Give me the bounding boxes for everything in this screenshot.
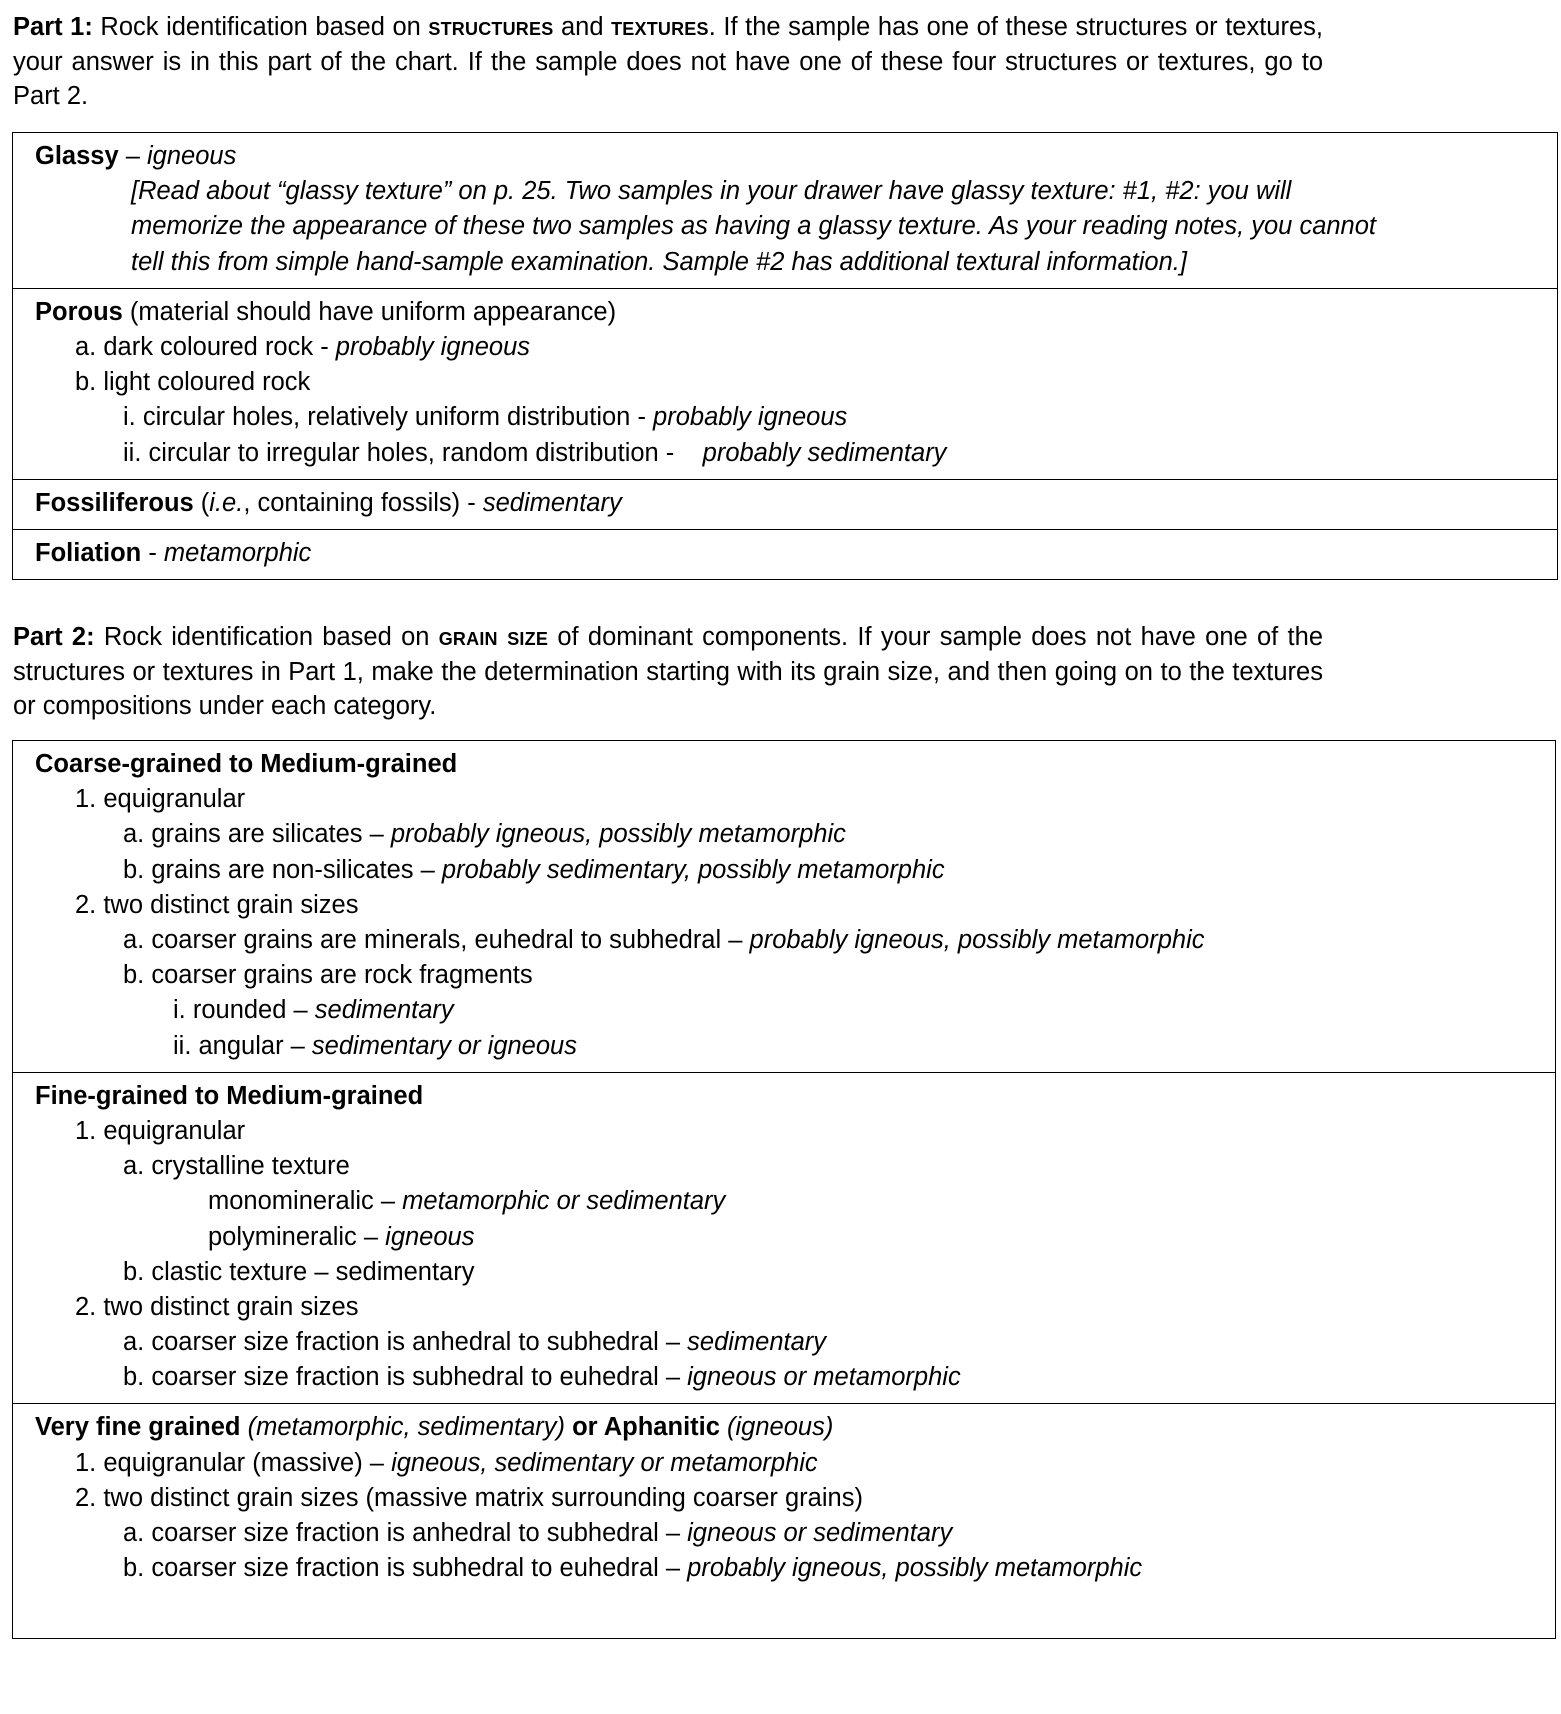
- porous-item-b-ii-italic: probably sedimentary: [702, 438, 947, 467]
- very-fine-item-2a-italic: igneous or sedimentary: [687, 1519, 953, 1548]
- fine-item-monomineralic-plain: monomineralic –: [208, 1187, 403, 1216]
- part1-row-foliation: [13, 530, 1557, 579]
- porous-heading-plain: (material should have uniform appearance): [122, 297, 617, 326]
- porous-heading-bold: Porous: [35, 297, 123, 326]
- part2-intro-paragraph: [13, 620, 1323, 724]
- part1-intro-text-a: Rock identification based on: [92, 13, 429, 41]
- coarse-item-2b-i-italic: sedimentary: [314, 996, 454, 1025]
- porous-item-b-i-italic: probably igneous: [653, 403, 848, 432]
- part1-row-glassy: [13, 133, 1557, 289]
- coarse-item-2b-ii-plain: ii. angular –: [173, 1031, 312, 1060]
- coarse-item-2a: [123, 923, 1545, 958]
- very-fine-item-1: [75, 1446, 1545, 1481]
- fine-item-1: [75, 1114, 1545, 1149]
- coarse-item-2b-i: [173, 993, 1545, 1028]
- very-fine-item-2b: [123, 1551, 1545, 1586]
- coarse-item-1b: [123, 853, 1545, 888]
- very-fine-item-2a-plain: a. coarser size fraction is anhedral to subhedral –: [123, 1519, 688, 1548]
- coarse-item-2b-ii-italic: sedimentary or igneous: [311, 1031, 577, 1060]
- foliation-heading-italic: metamorphic: [163, 538, 312, 567]
- very-fine-part-0: Very fine grained: [35, 1413, 241, 1442]
- very-fine-item-2-plain: 2. two distinct grain sizes (massive matrix surrounding coarser grains): [75, 1483, 863, 1512]
- fine-grained-heading: Fine-grained to Medium-grained: [35, 1081, 424, 1110]
- glassy-heading-italic: – igneous: [118, 142, 237, 171]
- very-fine-item-2a: [123, 1516, 1545, 1551]
- fossiliferous-part-3: sedimentary: [482, 488, 622, 517]
- part1-row-porous: [13, 289, 1557, 480]
- fine-item-polymineralic-italic: igneous: [385, 1222, 475, 1251]
- coarse-item-2-plain: 2. two distinct grain sizes: [75, 890, 359, 919]
- fine-item-1a: [123, 1149, 1545, 1184]
- very-fine-item-2b-italic: probably igneous, possibly metamorphic: [687, 1554, 1143, 1583]
- very-fine-part-1: (metamorphic, sedimentary): [240, 1413, 566, 1442]
- glassy-heading: [35, 139, 1547, 174]
- very-fine-part-3: (igneous): [719, 1413, 834, 1442]
- part1-label: Part 1:: [13, 13, 93, 41]
- foliation-heading-bold: Foliation: [35, 538, 142, 567]
- spacer-after-part1-box: [8, 580, 1553, 620]
- coarse-grained-heading: Coarse-grained to Medium-grained: [35, 750, 458, 779]
- part1-intro-text-b: and: [553, 13, 612, 41]
- coarse-item-2b-i-plain: i. rounded –: [173, 996, 315, 1025]
- very-fine-item-1-italic: igneous, sedimentary or metamorphic: [391, 1448, 818, 1477]
- foliation-heading: [35, 536, 1547, 571]
- coarse-item-1a-plain: a. grains are silicates –: [123, 820, 391, 849]
- fine-item-1b: [123, 1255, 1545, 1290]
- coarse-item-1b-italic: probably sedimentary, possibly metamorphic: [441, 855, 945, 884]
- part2-row-very-fine-grained: [13, 1404, 1555, 1638]
- fine-item-monomineralic: [208, 1184, 1545, 1219]
- part1-box: [12, 132, 1558, 580]
- part2-intro-text-a: Rock identification based on: [94, 623, 439, 652]
- fine-item-2b: [123, 1360, 1545, 1395]
- part2-box: [12, 740, 1556, 1639]
- fine-item-2b-italic: igneous or metamorphic: [687, 1363, 961, 1392]
- porous-heading: [35, 295, 1547, 330]
- porous-item-b-i: [123, 400, 1547, 435]
- coarse-item-1: [75, 782, 1545, 817]
- very-fine-grained-heading: [35, 1410, 1545, 1445]
- foliation-heading-plain: -: [141, 538, 164, 567]
- fine-item-2-plain: 2. two distinct grain sizes: [75, 1292, 359, 1321]
- fine-item-2a: [123, 1325, 1545, 1360]
- fine-item-2a-italic: sedimentary: [687, 1328, 827, 1357]
- coarse-item-2: [75, 888, 1545, 923]
- coarse-item-2a-plain: a. coarser grains are minerals, euhedral to subhedral –: [123, 926, 750, 955]
- fine-item-1b-plain: b. clastic texture – sedimentary: [123, 1257, 475, 1286]
- porous-item-b-i-plain: i. circular holes, relatively uniform distribution -: [123, 403, 654, 432]
- part1-intro-text-c: . If the sample has one of these structures or textures, your answer is in this part of the chart. If the sample does not have one of these four structures or textures, go to Part 2.: [13, 13, 1324, 111]
- glassy-heading-bold: Glassy: [35, 142, 119, 171]
- part1-intro-paragraph: [13, 10, 1323, 114]
- fossiliferous-heading-bold: Fossiliferous: [35, 488, 194, 517]
- part1-smallcaps-textures: textures: [611, 13, 709, 41]
- part2-row-fine-grained: [13, 1073, 1555, 1405]
- coarse-item-1a: [123, 817, 1545, 852]
- part1-smallcaps-structures: structures: [428, 13, 554, 41]
- porous-item-b-ii-plain: ii. circular to irregular holes, random distribution -: [123, 438, 703, 467]
- very-fine-item-2: [75, 1481, 1545, 1516]
- part2-row-coarse-grained: [13, 741, 1555, 1073]
- porous-item-a: [75, 330, 1547, 365]
- glassy-note-line-3: tell this from simple hand-sample examination. Sample #2 has additional textural information.]: [131, 247, 1187, 276]
- fine-item-2: [75, 1290, 1545, 1325]
- glassy-note-line-1: [Read about “glassy texture” on p. 25. Two samples in your drawer have glassy texture: #1, #2: you will: [131, 177, 1292, 206]
- fine-item-monomineralic-italic: metamorphic or sedimentary: [402, 1187, 726, 1216]
- coarse-item-2b-plain: b. coarser grains are rock fragments: [123, 961, 533, 990]
- porous-item-b-plain: b. light coloured rock: [75, 368, 311, 397]
- coarse-item-1b-plain: b. grains are non-silicates –: [123, 855, 442, 884]
- fossiliferous-part-0: (: [193, 488, 210, 517]
- fossiliferous-heading: [35, 486, 1547, 521]
- fossiliferous-part-2: , containing fossils) -: [243, 488, 483, 517]
- part2-label: Part 2:: [13, 623, 95, 652]
- fine-item-polymineralic: [208, 1220, 1545, 1255]
- part2-smallcaps-grain-size: grain size: [438, 623, 549, 652]
- very-fine-item-2b-plain: b. coarser size fraction is subhedral to euhedral –: [123, 1554, 688, 1583]
- coarse-item-1-plain: 1. equigranular: [75, 785, 246, 814]
- coarse-item-1a-italic: probably igneous, possibly metamorphic: [390, 820, 846, 849]
- coarse-item-2b: [123, 958, 1545, 993]
- very-fine-bottom-space: [23, 1586, 1545, 1630]
- porous-item-a-plain: a. dark coloured rock -: [75, 332, 336, 361]
- porous-item-b-ii: [123, 436, 1547, 471]
- fine-item-1a-plain: a. crystalline texture: [123, 1152, 350, 1181]
- part2-intro-text-c: of dominant components. If your sample does not have one of the structures or textures in Part 1, make the determination starting with its grain size, and then going on to the textures or compositions under each category.: [13, 623, 1323, 721]
- coarse-item-2b-ii: [173, 1029, 1545, 1064]
- part1-row-fossiliferous: [13, 480, 1557, 530]
- very-fine-part-2: or Aphanitic: [565, 1413, 720, 1442]
- fine-item-1-plain: 1. equigranular: [75, 1116, 246, 1145]
- coarse-item-2a-italic: probably igneous, possibly metamorphic: [749, 926, 1205, 955]
- very-fine-item-1-plain: 1. equigranular (massive) –: [75, 1448, 392, 1477]
- glassy-note-line-2: memorize the appearance of these two samples as having a glassy texture. As your reading notes, you cannot: [131, 212, 1377, 241]
- porous-item-b: [75, 365, 1547, 400]
- fossiliferous-part-1: i.e.: [209, 488, 244, 517]
- porous-item-a-italic: probably igneous: [335, 332, 531, 361]
- fine-item-2a-plain: a. coarser size fraction is anhedral to subhedral –: [123, 1328, 688, 1357]
- fine-item-polymineralic-plain: polymineralic –: [208, 1222, 386, 1251]
- fine-item-2b-plain: b. coarser size fraction is subhedral to euhedral –: [123, 1363, 688, 1392]
